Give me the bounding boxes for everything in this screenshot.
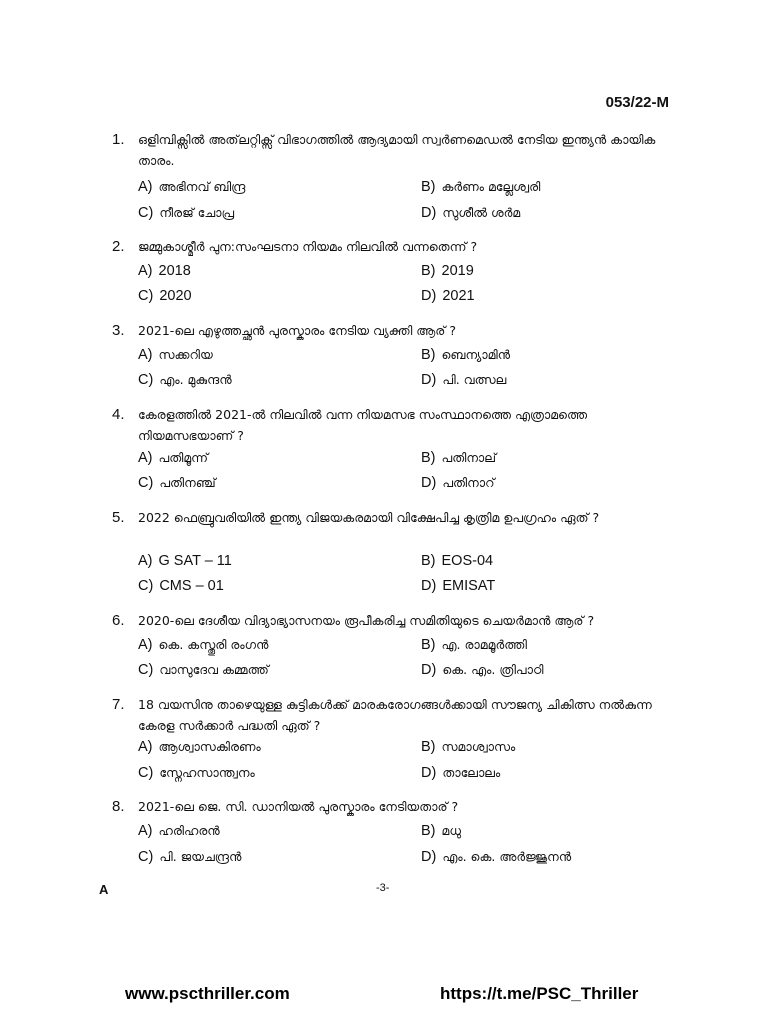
option-a[interactable]: [138, 636, 268, 654]
option-a[interactable]: [138, 262, 191, 280]
option-text: ഹരിഹരൻ: [158, 823, 220, 838]
option-d[interactable]: [421, 577, 495, 595]
option-text: ബെന്യാമിൻ: [441, 347, 511, 362]
option-label: C): [138, 765, 154, 781]
option-text: സക്കറിയ: [158, 347, 213, 362]
option-text: G SAT – 11: [158, 553, 232, 569]
option-text: പതിനാല്: [441, 450, 497, 465]
question-text: കേരളത്തിൽ 2021-ൽ നിലവിൽ വന്ന നിയമസഭ സംസ്ഥാനത്തെ എത്രാമത്തെ നിയമസഭയാണ് ?: [138, 407, 588, 443]
option-text: വാസുദേവ കമ്മത്ത്: [159, 662, 269, 677]
option-text: 2021: [442, 288, 475, 304]
option-label: B): [421, 553, 436, 569]
option-d[interactable]: [421, 204, 520, 222]
option-text: പതിനാറ്: [442, 475, 495, 490]
website-link[interactable]: www.pscthriller.com: [125, 984, 290, 1003]
option-b[interactable]: [421, 552, 493, 570]
option-text: പതിമൂന്ന്: [158, 450, 209, 465]
question-text: 2021-ലെ എഴുത്തച്ഛൻ പുരസ്കാരം നേടിയ വ്യക്തി ആര് ?: [138, 323, 456, 338]
option-text: സ്നേഹസാന്ത്വനം: [159, 765, 255, 780]
question-number: 1.: [112, 131, 125, 148]
page-number: -3-: [376, 882, 390, 894]
option-a[interactable]: [138, 822, 220, 840]
option-label: D): [421, 578, 437, 594]
option-text: കെ. എം. ത്രിപാഠി: [442, 662, 544, 677]
option-d[interactable]: [421, 764, 500, 782]
option-label: B): [421, 263, 436, 279]
option-a[interactable]: [138, 738, 261, 756]
option-c[interactable]: [138, 577, 224, 595]
option-label: B): [421, 347, 436, 363]
option-label: D): [421, 849, 437, 865]
question-text: 2020-ലെ ദേശീയ വിദ്യാഭ്യാസനയം രൂപീകരിച്ച സമിതിയുടെ ചെയർമാൻ ആര് ?: [138, 613, 595, 628]
option-a[interactable]: [138, 178, 245, 196]
option-c[interactable]: [138, 371, 232, 389]
option-c[interactable]: [138, 474, 216, 492]
option-a[interactable]: [138, 346, 213, 364]
option-label: C): [138, 372, 154, 388]
option-label: C): [138, 578, 154, 594]
option-b[interactable]: [421, 822, 461, 840]
option-text: താലോലം: [442, 765, 501, 780]
option-text: 2020: [159, 288, 192, 304]
option-text: നീരജ് ചോപ്ര: [159, 205, 235, 220]
option-label: A): [138, 637, 153, 653]
option-label: D): [421, 288, 437, 304]
option-label: D): [421, 372, 437, 388]
option-text: 2019: [441, 263, 474, 279]
option-text: EMISAT: [442, 578, 496, 594]
option-b[interactable]: [421, 178, 540, 196]
question-number: 3.: [112, 322, 125, 339]
option-label: C): [138, 475, 154, 491]
option-d[interactable]: [421, 474, 494, 492]
question-number: 8.: [112, 798, 125, 815]
option-label: B): [421, 450, 436, 466]
question-text: 2021-ലെ ജെ. സി. ഡാനിയൽ പുരസ്കാരം നേടിയതാര് ?: [138, 799, 459, 814]
option-label: A): [138, 263, 153, 279]
option-text: മധു: [441, 823, 461, 838]
option-text: അഭിനവ് ബിന്ദ്ര: [158, 179, 246, 194]
option-c[interactable]: [138, 204, 234, 222]
option-text: എം. മുകുന്ദൻ: [159, 372, 232, 387]
option-text: EOS-04: [441, 553, 494, 569]
option-label: D): [421, 765, 437, 781]
option-text: ആശ്വാസകിരണം: [158, 739, 261, 754]
question-number: 2.: [112, 238, 125, 255]
option-label: C): [138, 288, 154, 304]
question-number: 4.: [112, 406, 125, 423]
option-text: പതിനഞ്ച്: [159, 475, 216, 490]
option-text: 2018: [158, 263, 191, 279]
option-label: A): [138, 347, 153, 363]
option-b[interactable]: [421, 738, 515, 756]
option-c[interactable]: [138, 287, 192, 305]
option-d[interactable]: [421, 661, 543, 679]
option-text: CMS – 01: [159, 578, 224, 594]
option-b[interactable]: [421, 262, 474, 280]
question-text: ജമ്മുകാശ്മീർ പുന:സംഘടനാ നിയമം നിലവിൽ വന്നതെന്ന് ?: [138, 239, 478, 254]
option-d[interactable]: [421, 848, 571, 866]
telegram-link[interactable]: https://t.me/PSC_Thriller: [440, 984, 639, 1003]
question-text: ഒളിമ്പിക്സിൽ അത്‌ലറ്റിക്സ് വിഭാഗത്തിൽ ആദ്യമായി സ്വർണമെഡൽ നേടിയ ഇന്ത്യൻ കായിക താരം.: [138, 132, 656, 168]
option-c[interactable]: [138, 661, 269, 679]
option-text: കെ. കസ്തൂരി രംഗൻ: [158, 637, 269, 652]
option-text: സുശീൽ ശർമ: [442, 205, 521, 220]
option-label: B): [421, 823, 436, 839]
option-label: A): [138, 179, 153, 195]
series-letter: A: [99, 882, 109, 897]
question-text: 2022 ഫെബ്രുവരിയിൽ ഇന്ത്യ വിജയകരമായി വിക്ഷേപിച്ച കൃത്രിമ ഉപഗ്രഹം ഏത് ?: [138, 510, 600, 525]
option-c[interactable]: [138, 848, 241, 866]
option-text: പി. വത്സല: [442, 372, 507, 387]
option-d[interactable]: [421, 287, 475, 305]
option-b[interactable]: [421, 636, 527, 654]
option-d[interactable]: [421, 371, 506, 389]
option-label: D): [421, 475, 437, 491]
option-label: C): [138, 205, 154, 221]
option-label: B): [421, 179, 436, 195]
option-label: A): [138, 553, 153, 569]
option-label: B): [421, 739, 436, 755]
option-b[interactable]: [421, 346, 510, 364]
option-b[interactable]: [421, 449, 496, 467]
option-text: എം. കെ. അർജ്ജുനൻ: [442, 849, 572, 864]
option-text: പി. ജയചന്ദ്രൻ: [159, 849, 242, 864]
question-number: 6.: [112, 612, 125, 629]
question-paper-code: 053/22-M: [605, 94, 669, 111]
option-label: B): [421, 637, 436, 653]
option-label: D): [421, 662, 437, 678]
option-label: A): [138, 823, 153, 839]
option-text: കർണം മല്ലേശ്വരി: [441, 179, 541, 194]
option-label: D): [421, 205, 437, 221]
question-number: 5.: [112, 509, 125, 526]
option-label: C): [138, 662, 154, 678]
option-a[interactable]: [138, 552, 232, 570]
option-c[interactable]: [138, 764, 255, 782]
option-a[interactable]: [138, 449, 208, 467]
option-text: എ. രാമമൂർത്തി: [441, 637, 527, 652]
option-text: സമാശ്വാസം: [441, 739, 516, 754]
option-label: A): [138, 739, 153, 755]
option-label: C): [138, 849, 154, 865]
question-number: 7.: [112, 696, 125, 713]
question-text: 18 വയസിനു താഴെയുള്ള കുട്ടികൾക്ക് മാരകരോഗങ്ങൾക്കായി സൗജന്യ ചികിത്സ നൽകുന്ന കേരള സർക്കാർ പദ്ധതി ഏത് ?: [138, 697, 652, 733]
option-label: A): [138, 450, 153, 466]
